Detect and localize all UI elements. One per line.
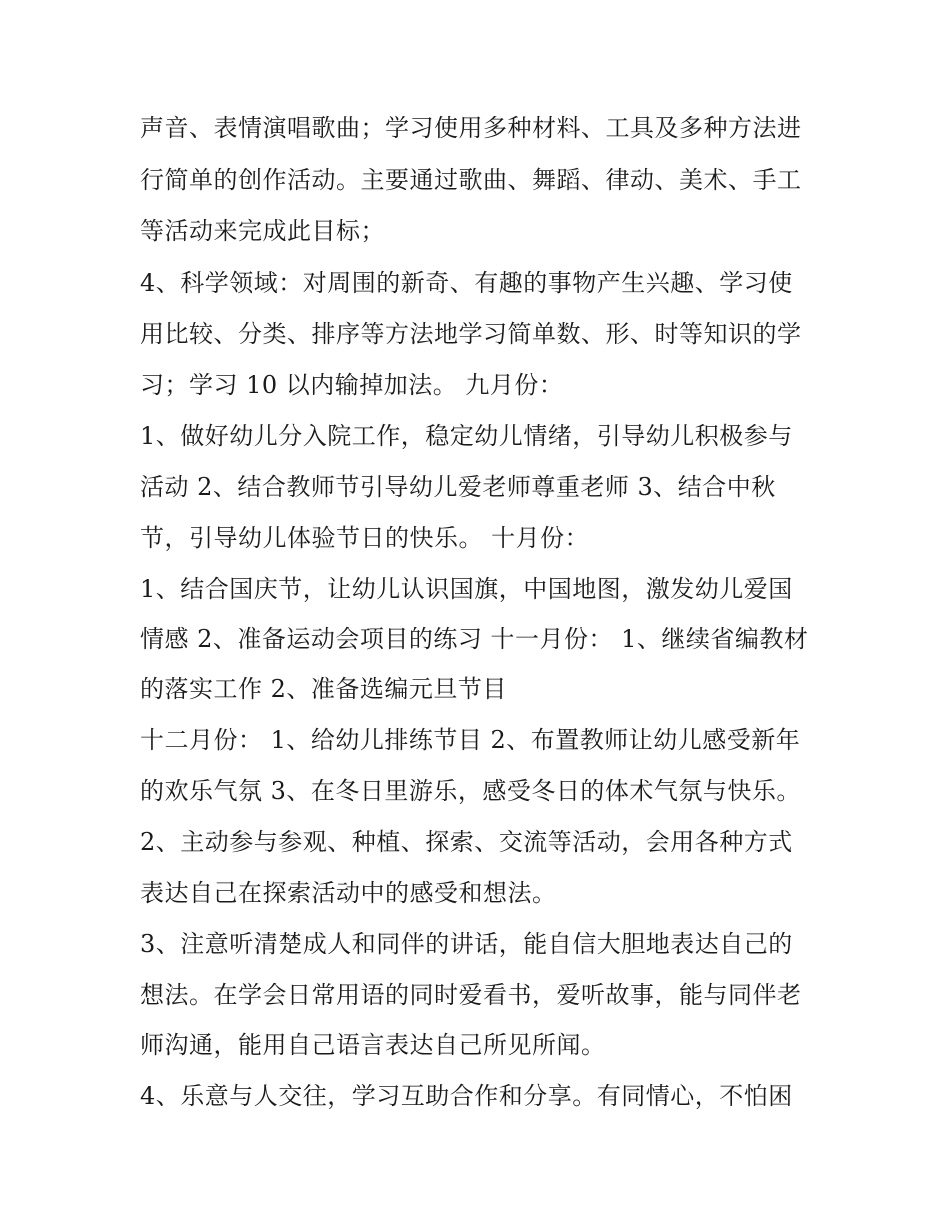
text-line: 想法。在学会日常用语的同时爱看书，爱听故事，能与同伴老 <box>140 981 802 1009</box>
text-line: 节，引导幼儿体验节日的快乐。 十月份： <box>140 524 590 552</box>
text-line: 1、做好幼儿分入院工作，稳定幼儿情绪，引导幼儿积极参与 <box>140 422 793 450</box>
text-line: 表达自己在探索活动中的感受和想法。 <box>140 879 557 907</box>
text-line: 十二月份： 1、给幼儿排练节目 2、布置教师让幼儿感受新年 <box>140 726 801 754</box>
text-line: 2、主动参与参观、种植、探索、交流等活动，会用各种方式 <box>140 828 793 856</box>
text-line: 等活动来完成此目标； <box>140 217 385 245</box>
text-line: 4、乐意与人交往，学习互助合作和分享。有同情心，不怕困 <box>140 1082 793 1110</box>
text-line: 的欢乐气氛 3、在冬日里游乐，感受冬日的体术气氛与快乐。 <box>140 777 801 805</box>
text-line: 用比较、分类、排序等方法地学习简单数、形、时等知识的学 <box>140 320 802 348</box>
text-line: 行简单的创作活动。主要通过歌曲、舞蹈、律动、美术、手工 <box>140 166 802 194</box>
text-line: 声音、表情演唱歌曲；学习使用多种材料、工具及多种方法进 <box>140 114 802 142</box>
text-line: 1、结合国庆节，让幼儿认识国旗，中国地图，激发幼儿爱国 <box>140 575 793 603</box>
text-line: 的落实工作 2、准备选编元旦节目 <box>140 675 507 703</box>
text-line: 情感 2、准备运动会项目的练习 十一月份： 1、继续省编教材 <box>140 625 809 653</box>
text-line: 师沟通，能用自己语言表达自己所见所闻。 <box>140 1031 606 1059</box>
text-line: 4、科学领域：对周围的新奇、有趣的事物产生兴趣、学习使 <box>140 269 793 297</box>
text-line: 3、注意听清楚成人和同伴的讲话，能自信大胆地表达自己的 <box>140 930 793 958</box>
text-line: 习；学习 10 以内输掉加法。 九月份： <box>140 371 564 399</box>
text-line: 活动 2、结合教师节引导幼儿爱老师尊重老师 3、结合中秋 <box>140 473 776 501</box>
